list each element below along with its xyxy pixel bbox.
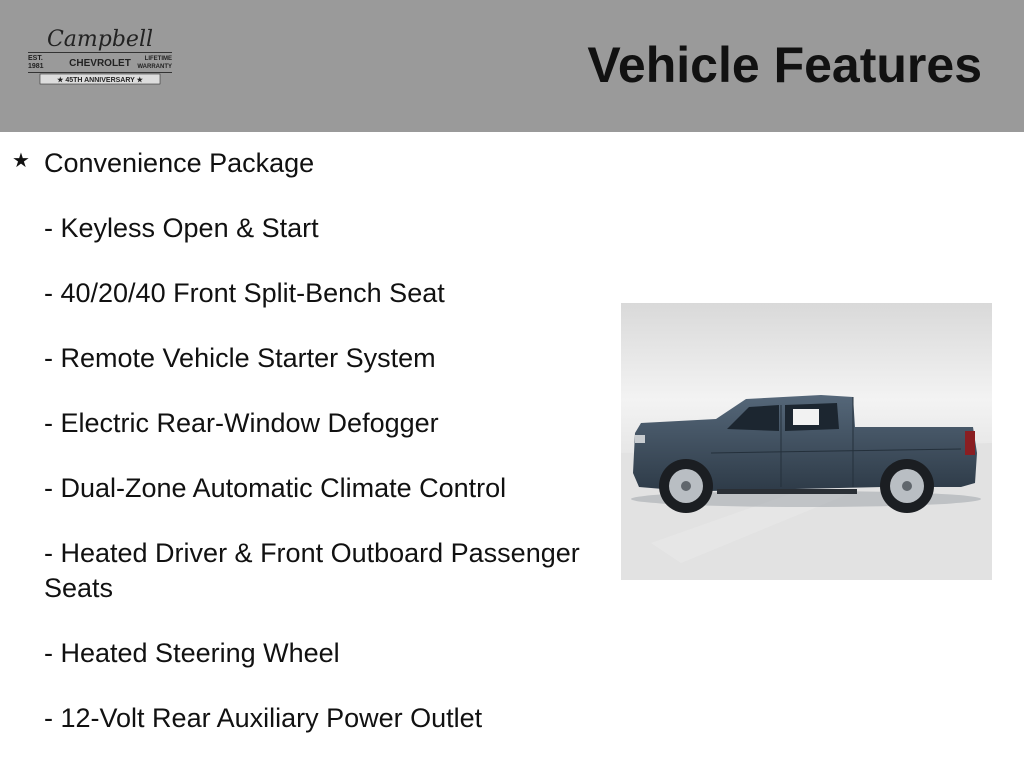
package-heading [0, 145, 600, 181]
feature-item: - Heated Steering Wheel [44, 638, 340, 668]
feature-item: - Heated Driver & Front Outboard Passenger Seats [44, 538, 580, 603]
pickup-truck-image [621, 303, 992, 580]
page-title: Vehicle Features [587, 37, 982, 93]
svg-text:Campbell: Campbell [46, 27, 154, 52]
feature-item: - Remote Vehicle Starter System [44, 343, 436, 373]
feature-item: - Dual-Zone Automatic Climate Control [44, 473, 507, 503]
header-bar [0, 0, 1024, 132]
svg-text:WARRANTY: WARRANTY [137, 64, 172, 70]
star-icon: ★ [12, 150, 30, 172]
vehicle-photo [621, 303, 992, 580]
svg-text:EST.: EST. [28, 55, 43, 62]
svg-text:CHEVROLET: CHEVROLET [69, 58, 131, 69]
feature-item: - 40/20/40 Front Split-Bench Seat [44, 278, 445, 308]
feature-item: - Keyless Open & Start [44, 213, 319, 243]
feature-item: - Electric Rear-Window Defogger [44, 408, 439, 438]
feature-item: - 12-Volt Rear Auxiliary Power Outlet [44, 703, 483, 733]
dealer-logo [26, 24, 174, 88]
package-name: Convenience Package [44, 148, 315, 178]
svg-text:★ 45TH ANNIVERSARY ★: ★ 45TH ANNIVERSARY ★ [57, 77, 143, 84]
svg-text:1981: 1981 [28, 63, 44, 70]
feature-list [0, 145, 600, 736]
dealer-logo-icon [26, 24, 174, 88]
svg-text:LIFETIME: LIFETIME [144, 56, 172, 62]
